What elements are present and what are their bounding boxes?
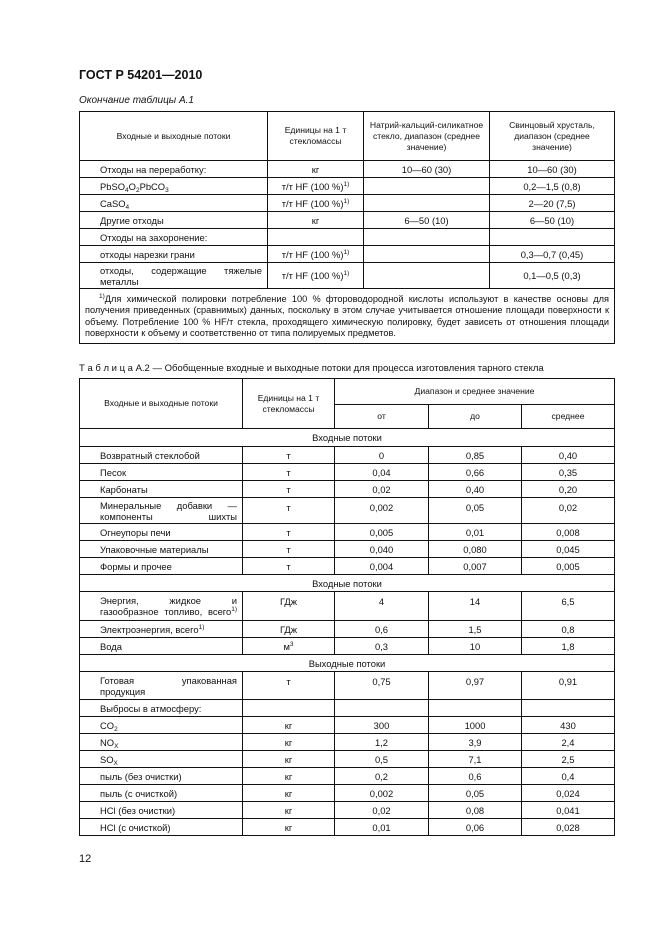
row-to: 1,5 bbox=[429, 621, 522, 638]
row-label: отходы нарезки грани bbox=[80, 246, 268, 263]
table-row bbox=[80, 819, 615, 836]
row-label: Готовая упакованная продукция bbox=[80, 672, 243, 700]
row-unit: т bbox=[243, 672, 335, 700]
row-from bbox=[335, 700, 429, 717]
row-avg: 2,4 bbox=[522, 734, 615, 751]
row-avg: 0,045 bbox=[522, 541, 615, 558]
row-label-formula: $CO_2$ bbox=[80, 717, 243, 734]
row-avg: 0,20 bbox=[522, 481, 615, 498]
col-header-from: от bbox=[335, 405, 429, 429]
page-number: 12 bbox=[79, 853, 92, 865]
row-avg: 0,005 bbox=[522, 558, 615, 575]
row-label: Электроэнергия, всего$^{1)}$ bbox=[80, 621, 243, 638]
row-from: 0,6 bbox=[335, 621, 429, 638]
row-value-na bbox=[364, 195, 490, 212]
table1-footnote: $^{1)}$Для химической полировки потребление 100 % фтороводородной кислоты используют в качестве основы для получения приведенных (сравнимых) данных, поскольку в этом случае учитывается отношение площади поверхности к объему. Потребление 100 % HF/т стекла, проходящего химическую полировку, будет зависеть от отношения площади поверхности к объему и соответственно от типа полируемых предметов. bbox=[80, 289, 615, 344]
row-label: HCl (с очисткой) bbox=[80, 819, 243, 836]
row-to: 0,40 bbox=[429, 481, 522, 498]
row-label: Минеральные добавки — компоненты шихты bbox=[80, 498, 243, 524]
col-header-lead-crystal: Свинцовый хрусталь, диапазон (среднее значение) bbox=[490, 112, 615, 161]
row-unit bbox=[243, 700, 335, 717]
table-row bbox=[80, 541, 615, 558]
row-value-pb: 0,1—0,5 (0,3) bbox=[490, 263, 615, 289]
row-label: Вода bbox=[80, 638, 243, 655]
row-label: Песок bbox=[80, 464, 243, 481]
row-label: HCl (без очистки) bbox=[80, 802, 243, 819]
row-value-na bbox=[364, 229, 490, 246]
row-from: 0,005 bbox=[335, 524, 429, 541]
table-row bbox=[80, 558, 615, 575]
row-to: 0,06 bbox=[429, 819, 522, 836]
table-row bbox=[80, 734, 615, 751]
section-title: Входные потоки bbox=[80, 429, 615, 447]
table2-caption: Т а б л и ц а А.2 — Обобщенные входные и выходные потоки для процесса изготовления тарного стекла bbox=[79, 363, 544, 374]
row-unit: кг bbox=[243, 768, 335, 785]
row-to: 14 bbox=[429, 592, 522, 621]
row-value-pb: 10—60 (30) bbox=[490, 161, 615, 178]
table-row bbox=[80, 246, 615, 263]
table-row bbox=[80, 700, 615, 717]
col-header-flows: Входные и выходные потоки bbox=[80, 112, 268, 161]
row-avg: 0,91 bbox=[522, 672, 615, 700]
row-label: Энергия, жидкое и газообразное топливо, всего$^{1)}$ bbox=[80, 592, 243, 621]
row-value-na bbox=[364, 263, 490, 289]
row-unit: ГДж bbox=[243, 592, 335, 621]
row-value-pb: 0,3—0,7 (0,45) bbox=[490, 246, 615, 263]
row-avg: 0,041 bbox=[522, 802, 615, 819]
row-from: 0,002 bbox=[335, 785, 429, 802]
table-row bbox=[80, 802, 615, 819]
row-value-na bbox=[364, 246, 490, 263]
table-row bbox=[80, 524, 615, 541]
table-row bbox=[80, 672, 615, 700]
col-header-units: Единицы на 1 т стекломассы bbox=[243, 379, 335, 429]
row-unit: т bbox=[243, 524, 335, 541]
table-row bbox=[80, 229, 615, 246]
row-from: 0,75 bbox=[335, 672, 429, 700]
row-label: Отходы на переработку: bbox=[80, 161, 268, 178]
row-unit: т bbox=[243, 498, 335, 524]
row-unit: кг bbox=[243, 751, 335, 768]
table-row bbox=[80, 464, 615, 481]
row-from: 0,3 bbox=[335, 638, 429, 655]
row-unit bbox=[268, 229, 364, 246]
row-to: 0,66 bbox=[429, 464, 522, 481]
row-from: 0,002 bbox=[335, 498, 429, 524]
row-value-na: 10—60 (30) bbox=[364, 161, 490, 178]
table-row bbox=[80, 498, 615, 524]
row-value-pb: 0,2—1,5 (0,8) bbox=[490, 178, 615, 195]
table-row bbox=[80, 592, 615, 621]
row-from: 0,02 bbox=[335, 481, 429, 498]
row-label-formula: CaSO$_4$ bbox=[80, 195, 268, 212]
row-avg: 430 bbox=[522, 717, 615, 734]
document-header: ГОСТ Р 54201—2010 bbox=[79, 68, 203, 82]
row-to: 10 bbox=[429, 638, 522, 655]
row-avg: 0,4 bbox=[522, 768, 615, 785]
row-avg: 0,35 bbox=[522, 464, 615, 481]
row-to: 0,85 bbox=[429, 447, 522, 464]
row-label: Выбросы в атмосферу: bbox=[80, 700, 243, 717]
row-to: 0,97 bbox=[429, 672, 522, 700]
table-a2 bbox=[79, 378, 615, 836]
row-from: 300 bbox=[335, 717, 429, 734]
row-unit: т bbox=[243, 464, 335, 481]
row-unit: кг bbox=[243, 785, 335, 802]
table-a1 bbox=[79, 111, 615, 344]
row-value-pb bbox=[490, 229, 615, 246]
row-to: 0,01 bbox=[429, 524, 522, 541]
section-title: Входные потоки bbox=[80, 575, 615, 592]
row-label: пыль (без очистки) bbox=[80, 768, 243, 785]
row-from: 0 bbox=[335, 447, 429, 464]
row-avg: 2,5 bbox=[522, 751, 615, 768]
table-row bbox=[80, 785, 615, 802]
row-label: Возвратный стеклобой bbox=[80, 447, 243, 464]
row-value-na: 6—50 (10) bbox=[364, 212, 490, 229]
row-to: 7,1 bbox=[429, 751, 522, 768]
row-unit: т/т HF (100 %)$^{1)}$ bbox=[268, 178, 364, 195]
table-row bbox=[80, 195, 615, 212]
table-row bbox=[80, 638, 615, 655]
row-to: 0,05 bbox=[429, 785, 522, 802]
row-to: 1000 bbox=[429, 717, 522, 734]
row-avg: 0,40 bbox=[522, 447, 615, 464]
row-unit: кг bbox=[243, 819, 335, 836]
table1-caption: Окончание таблицы А.1 bbox=[79, 95, 194, 106]
row-from: 0,040 bbox=[335, 541, 429, 558]
row-avg: 0,8 bbox=[522, 621, 615, 638]
row-avg: 1,8 bbox=[522, 638, 615, 655]
row-unit: т/т HF (100 %)$^{1)}$ bbox=[268, 263, 364, 289]
col-header-avg: среднее bbox=[522, 405, 615, 429]
row-to: 0,05 bbox=[429, 498, 522, 524]
row-label-formula: $NO_X$ bbox=[80, 734, 243, 751]
row-label-formula: $SO_X$ bbox=[80, 751, 243, 768]
row-value-pb: 6—50 (10) bbox=[490, 212, 615, 229]
row-to: 0,6 bbox=[429, 768, 522, 785]
row-from: 0,02 bbox=[335, 802, 429, 819]
row-unit: т bbox=[243, 541, 335, 558]
col-header-units: Единицы на 1 т стекломассы bbox=[268, 112, 364, 161]
row-to: 3,9 bbox=[429, 734, 522, 751]
section-title: Выходные потоки bbox=[80, 655, 615, 672]
row-label: Другие отходы bbox=[80, 212, 268, 229]
row-from: 1,2 bbox=[335, 734, 429, 751]
row-avg: 0,024 bbox=[522, 785, 615, 802]
row-avg: 0,028 bbox=[522, 819, 615, 836]
row-label: Упаковочные материалы bbox=[80, 541, 243, 558]
row-unit: кг bbox=[268, 212, 364, 229]
row-avg bbox=[522, 700, 615, 717]
table-row bbox=[80, 621, 615, 638]
row-to: 0,080 bbox=[429, 541, 522, 558]
col-header-to: до bbox=[429, 405, 522, 429]
row-unit: т/т HF (100 %)$^{1)}$ bbox=[268, 246, 364, 263]
col-header-flows: Входные и выходные потоки bbox=[80, 379, 243, 429]
row-avg: 0,02 bbox=[522, 498, 615, 524]
row-unit: т bbox=[243, 481, 335, 498]
row-from: 0,5 bbox=[335, 751, 429, 768]
row-unit: $м^3$ bbox=[243, 638, 335, 655]
row-to: 0,007 bbox=[429, 558, 522, 575]
table-row bbox=[80, 768, 615, 785]
table-row bbox=[80, 481, 615, 498]
row-avg: 6,5 bbox=[522, 592, 615, 621]
row-label: пыль (с очисткой) bbox=[80, 785, 243, 802]
table-row bbox=[80, 178, 615, 195]
table-row bbox=[80, 717, 615, 734]
table-row bbox=[80, 263, 615, 289]
row-from: 4 bbox=[335, 592, 429, 621]
row-value-pb: 2—20 (7,5) bbox=[490, 195, 615, 212]
row-to bbox=[429, 700, 522, 717]
row-unit: т/т HF (100 %)$^{1)}$ bbox=[268, 195, 364, 212]
row-unit: кг bbox=[243, 802, 335, 819]
row-label: Отходы на захоронение: bbox=[80, 229, 268, 246]
footnote-mark: 1) bbox=[99, 293, 105, 301]
row-avg: 0,008 bbox=[522, 524, 615, 541]
row-unit: кг bbox=[243, 734, 335, 751]
table-row bbox=[80, 212, 615, 229]
row-unit: кг bbox=[243, 717, 335, 734]
row-from: 0,01 bbox=[335, 819, 429, 836]
row-label: Формы и прочее bbox=[80, 558, 243, 575]
row-unit: т bbox=[243, 558, 335, 575]
col-header-soda-lime: Натрий-кальций-силикатное стекло, диапазон (среднее значение) bbox=[364, 112, 490, 161]
row-value-na bbox=[364, 178, 490, 195]
table-row bbox=[80, 751, 615, 768]
row-label-formula: $PbSO_4O_2PbCO_3$ bbox=[80, 178, 268, 195]
row-unit: т bbox=[243, 447, 335, 464]
row-to: 0,08 bbox=[429, 802, 522, 819]
row-from: 0,04 bbox=[335, 464, 429, 481]
row-from: 0,004 bbox=[335, 558, 429, 575]
row-unit: кг bbox=[268, 161, 364, 178]
row-label: Карбонаты bbox=[80, 481, 243, 498]
row-unit: ГДж bbox=[243, 621, 335, 638]
row-label: отходы, содержащие тяжелые металлы bbox=[80, 263, 268, 289]
row-label: Огнеупоры печи bbox=[80, 524, 243, 541]
table-row bbox=[80, 447, 615, 464]
row-from: 0,2 bbox=[335, 768, 429, 785]
table-row bbox=[80, 161, 615, 178]
col-header-range: Диапазон и среднее значение bbox=[335, 379, 615, 405]
